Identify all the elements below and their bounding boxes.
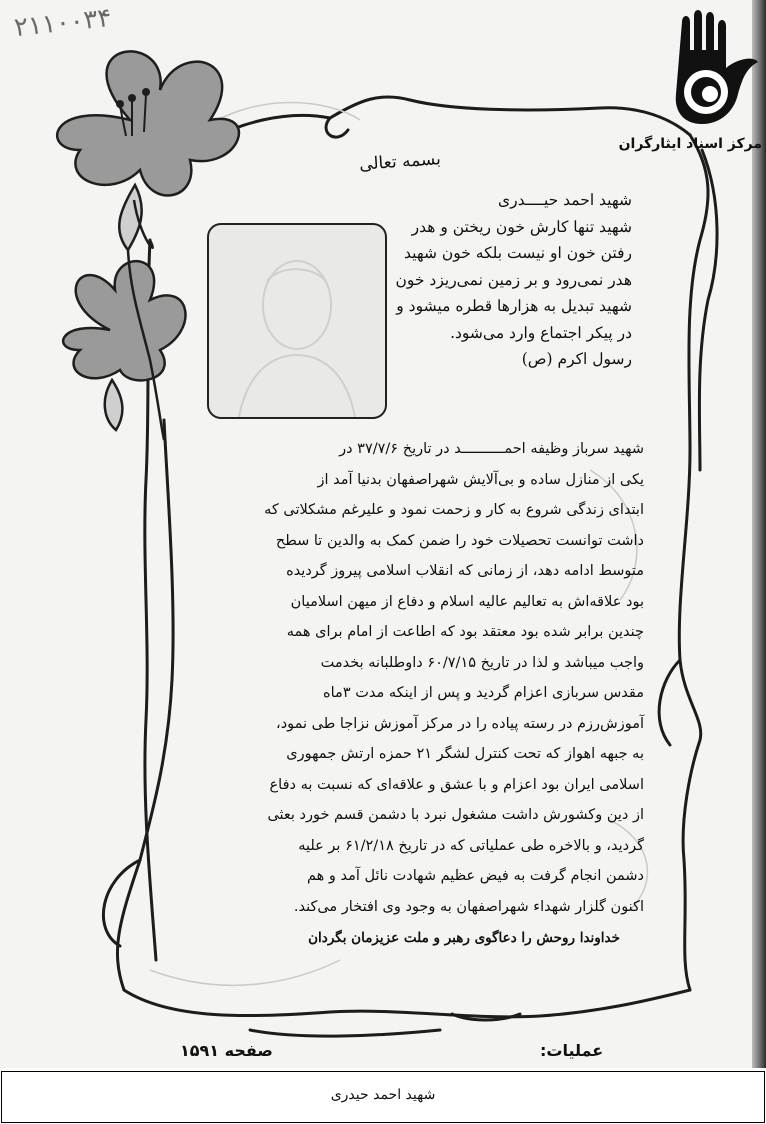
biography-line: متوسط ادامه دهد، از زمانی که انقلاب اسلامی پیروز گردیده [286,563,644,579]
handwritten-archive-number: ۲۱۱۰۰۳۴ [12,2,114,44]
biography-line: آموزش‌رزم در رسته پیاده را در مرکز آموزش نزاجا طی نمود، [276,715,644,732]
hadith-quote [396,187,632,373]
biography-line: دشمن انجام گرفت به فیض عظیم شهادت نائل آمد و هم [307,868,644,884]
biography-line: ابتدای زندگی شروع به کار و زحمت نمود و علیرغم مشکلاتی که [264,502,644,518]
biography-line: واجب میباشد و لذا در تاریخ ۶۰/۷/۱۵ داوطلبانه بخدمت [320,654,644,671]
hadith-line: شهید احمد حیــــدری [498,191,632,209]
martyr-portrait-photo [207,223,387,419]
biography-text [196,434,644,922]
hadith-line: رفتن خون او نیست بلکه خون شهید [404,244,632,262]
caption-text: شهید احمد حیدری [330,1087,436,1103]
biography-line: از دین وکشورش داشت مشغول نبرد با دشمن قسم خورد بعثی [267,807,644,823]
hadith-line: شهید تنها کارش خون ریختن و هدر [411,217,632,236]
biography-line: اسلامی ایران بود اعزام و با عشق و علاقه‌ای که نسبت به دفاع [269,776,644,793]
closing-prayer: خداوندا روحش را دعاگوی رهبر و ملت عزیزمان بگردان [308,930,620,946]
biography-line: مقدس سربازی اعزام گردید و پس از اینکه مدت ۳ماه [323,685,644,701]
biography-line: اکنون گلزار شهداء شهراصفهان به وجود وی افتخار می‌کند. [293,898,644,915]
hand-emblem-icon [654,8,762,136]
portrait-placeholder [209,225,385,417]
hadith-line: در پیکر اجتماع وارد می‌شود. [450,323,632,342]
page-number: صفحه ۱۵۹۱ [180,1041,273,1060]
biography-line: به جبهه اهواز که تحت کنترل لشگر ۲۱ حمزه ارتش جمهوری [286,746,644,762]
biography-line: شهید سرباز وظیفه احمــــــــــد در تاریخ ۳۷/۷/۶ در [339,441,644,457]
hadith-attribution: رسول اکرم (ص) [521,350,632,368]
biography-line: چندین برابر شده بود معتقد بود که اطاعت از امام برای همه [286,624,644,640]
operations-label: عملیات: [540,1041,604,1060]
hadith-line: هدر نمی‌رود و بر زمین نمی‌ریزد خون [395,270,632,289]
bismillah-heading: بسمه تعالی [358,149,442,175]
hadith-line: شهید تبدیل به هزارها قطره میشود و [396,297,632,315]
archive-logo [618,8,762,158]
caption-box [1,1071,765,1123]
archive-logo-text: مرکز اسناد ایثارگران [618,136,762,152]
biography-line: گردید، و بالاخره طی عملیاتی که در تاریخ ۶۱/۲/۱۸ بر علیه [298,837,644,854]
biography-line: داشت توانست تحصیلات خود را ضمن کمک به والدین تا سطح [275,532,644,549]
biography-line: بود علاقه‌اش به تعالیم عالیه اسلام و دفاع از میهن اسلامیان [290,593,644,610]
biography-line: یکی از منازل ساده و بی‌آلایش شهراصفهان بدنیا آمد از [317,471,644,488]
